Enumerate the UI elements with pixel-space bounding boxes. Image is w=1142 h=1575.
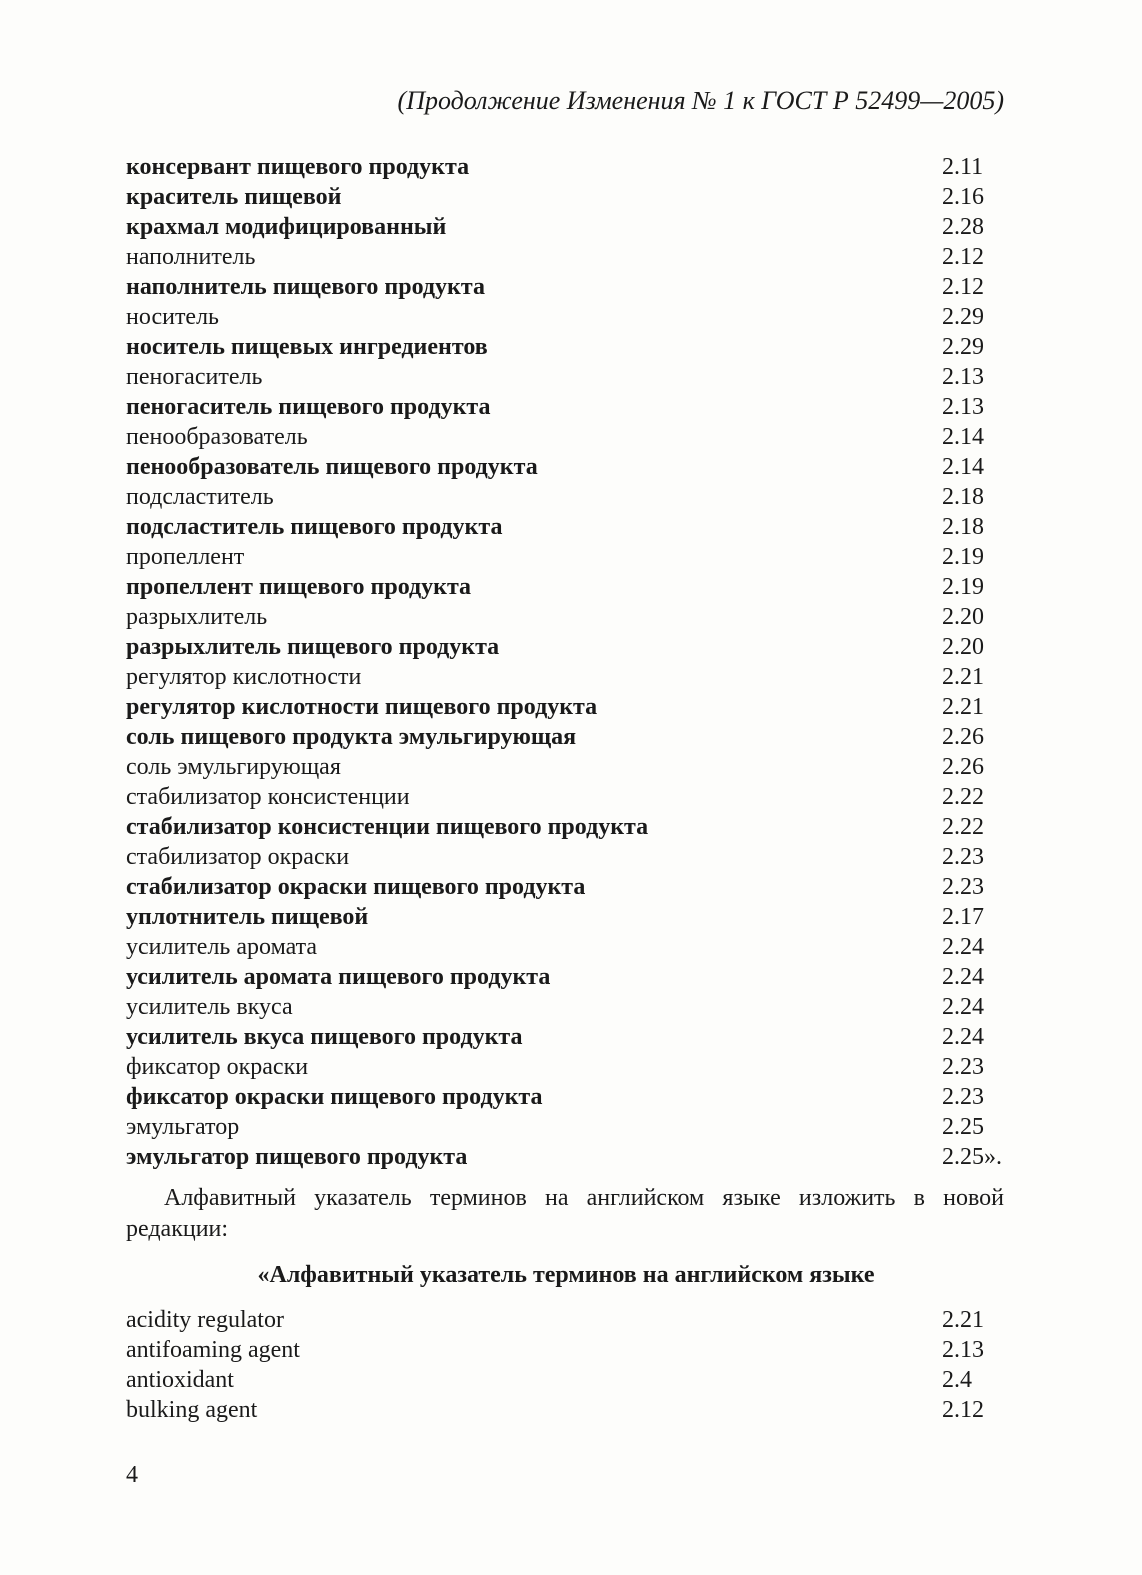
index-ref: 2.12 [942, 244, 984, 270]
index-row [126, 1052, 1006, 1082]
index-term: подсластитель [126, 484, 274, 510]
index-row [126, 272, 1006, 302]
index-ref: 2.13 [942, 394, 984, 420]
running-header: (Продолжение Изменения № 1 к ГОСТ Р 52499—2005) [397, 86, 1004, 115]
index-ref: 2.23 [942, 874, 984, 900]
index-row [126, 1112, 1006, 1142]
page-number: 4 [126, 1462, 138, 1488]
index-ref: 2.12 [942, 1397, 984, 1423]
index-ref: 2.26 [942, 754, 984, 780]
index-row [126, 212, 1006, 242]
index-row [126, 1395, 1006, 1425]
index-row [126, 362, 1006, 392]
index-row [126, 242, 1006, 272]
index-row [126, 302, 1006, 332]
index-row [126, 392, 1006, 422]
index-term: носитель пищевых ингредиентов [126, 334, 488, 360]
index-ref: 2.14 [942, 424, 984, 450]
index-term: bulking agent [126, 1397, 258, 1423]
index-ref: 2.20 [942, 604, 984, 630]
index-term: носитель [126, 304, 219, 330]
index-term: стабилизатор консистенции пищевого продукта [126, 814, 649, 840]
index-ref: 2.19 [942, 574, 984, 600]
index-term: фиксатор окраски пищевого продукта [126, 1084, 543, 1110]
index-ref: 2.23 [942, 1084, 984, 1110]
index-term: соль эмульгирующая [126, 754, 341, 780]
index-term: уплотнитель пищевой [126, 904, 369, 930]
index-term: крахмал модифицированный [126, 214, 447, 240]
index-row [126, 182, 1006, 212]
index-ref: 2.29 [942, 304, 984, 330]
index-term: эмульгатор [126, 1114, 240, 1140]
index-row [126, 692, 1006, 722]
amendment-paragraph: Алфавитный указатель терминов на английском языке изложить в новой редакции: [126, 1185, 1004, 1242]
index-term: фиксатор окраски [126, 1054, 309, 1080]
index-row [126, 752, 1006, 782]
index-term: antioxidant [126, 1367, 234, 1393]
index-ref: 2.24 [942, 1024, 984, 1050]
index-term: краситель пищевой [126, 184, 342, 210]
russian-term-index [126, 152, 1006, 1172]
index-row [126, 542, 1006, 572]
index-ref: 2.18 [942, 484, 984, 510]
index-term: усилитель аромата [126, 934, 318, 960]
index-ref: 2.13 [942, 1337, 984, 1363]
index-ref: 2.24 [942, 964, 984, 990]
index-row [126, 782, 1006, 812]
index-row [126, 902, 1006, 932]
index-term: acidity regulator [126, 1307, 284, 1333]
index-row [126, 152, 1006, 182]
index-row [126, 482, 1006, 512]
index-row [126, 722, 1006, 752]
index-row [126, 1305, 1006, 1335]
english-term-index [126, 1305, 1006, 1425]
index-term: разрыхлитель пищевого продукта [126, 634, 500, 660]
index-row [126, 1082, 1006, 1112]
index-term: пенообразователь пищевого продукта [126, 454, 538, 480]
index-row [126, 632, 1006, 662]
index-ref: 2.23 [942, 844, 984, 870]
index-term: стабилизатор окраски пищевого продукта [126, 874, 586, 900]
index-term: стабилизатор окраски [126, 844, 350, 870]
index-term: усилитель вкуса пищевого продукта [126, 1024, 523, 1050]
index-row [126, 1335, 1006, 1365]
index-term: пропеллент [126, 544, 245, 570]
index-ref: 2.19 [942, 544, 984, 570]
index-term: усилитель аромата пищевого продукта [126, 964, 551, 990]
index-row [126, 332, 1006, 362]
index-ref: 2.22 [942, 784, 984, 810]
index-ref: 2.14 [942, 454, 984, 480]
index-term: регулятор кислотности [126, 664, 362, 690]
index-ref: 2.16 [942, 184, 984, 210]
index-ref: 2.24 [942, 994, 984, 1020]
index-row [126, 1022, 1006, 1052]
index-term: стабилизатор консистенции [126, 784, 410, 810]
index-ref: 2.26 [942, 724, 984, 750]
index-row [126, 992, 1006, 1022]
index-ref: 2.18 [942, 514, 984, 540]
index-ref: 2.29 [942, 334, 984, 360]
index-row [126, 812, 1006, 842]
index-ref: 2.25». [942, 1144, 1002, 1170]
index-term: усилитель вкуса [126, 994, 293, 1020]
index-term: antifoaming agent [126, 1337, 300, 1363]
index-term: пеногаситель пищевого продукта [126, 394, 491, 420]
index-ref: 2.13 [942, 364, 984, 390]
index-term: регулятор кислотности пищевого продукта [126, 694, 598, 720]
english-index-heading: «Алфавитный указатель терминов на английском языке [257, 1262, 875, 1288]
index-row [126, 572, 1006, 602]
index-ref: 2.24 [942, 934, 984, 960]
index-ref: 2.23 [942, 1054, 984, 1080]
index-ref: 2.20 [942, 634, 984, 660]
index-ref: 2.12 [942, 274, 984, 300]
index-row [126, 962, 1006, 992]
index-ref: 2.28 [942, 214, 984, 240]
index-ref: 2.21 [942, 664, 984, 690]
index-ref: 2.17 [942, 904, 984, 930]
index-term: наполнитель [126, 244, 256, 270]
index-row [126, 452, 1006, 482]
index-term: разрыхлитель [126, 604, 268, 630]
index-row [126, 662, 1006, 692]
index-term: эмульгатор пищевого продукта [126, 1144, 468, 1170]
index-ref: 2.11 [942, 154, 984, 180]
index-term: пенообразователь [126, 424, 308, 450]
index-ref: 2.21 [942, 694, 984, 720]
index-term: консервант пищевого продукта [126, 154, 470, 180]
index-ref: 2.22 [942, 814, 984, 840]
index-term: подсластитель пищевого продукта [126, 514, 503, 540]
index-term: соль пищевого продукта эмульгирующая [126, 724, 577, 750]
index-term: наполнитель пищевого продукта [126, 274, 485, 300]
index-row [126, 1365, 1006, 1395]
index-row [126, 842, 1006, 872]
index-row [126, 872, 1006, 902]
index-term: пропеллент пищевого продукта [126, 574, 472, 600]
index-ref: 2.21 [942, 1307, 984, 1333]
index-ref: 2.25 [942, 1114, 984, 1140]
index-row [126, 422, 1006, 452]
index-row [126, 512, 1006, 542]
index-ref: 2.4 [942, 1367, 972, 1393]
index-row [126, 602, 1006, 632]
index-row [126, 1142, 1006, 1172]
index-row [126, 932, 1006, 962]
index-term: пеногаситель [126, 364, 263, 390]
